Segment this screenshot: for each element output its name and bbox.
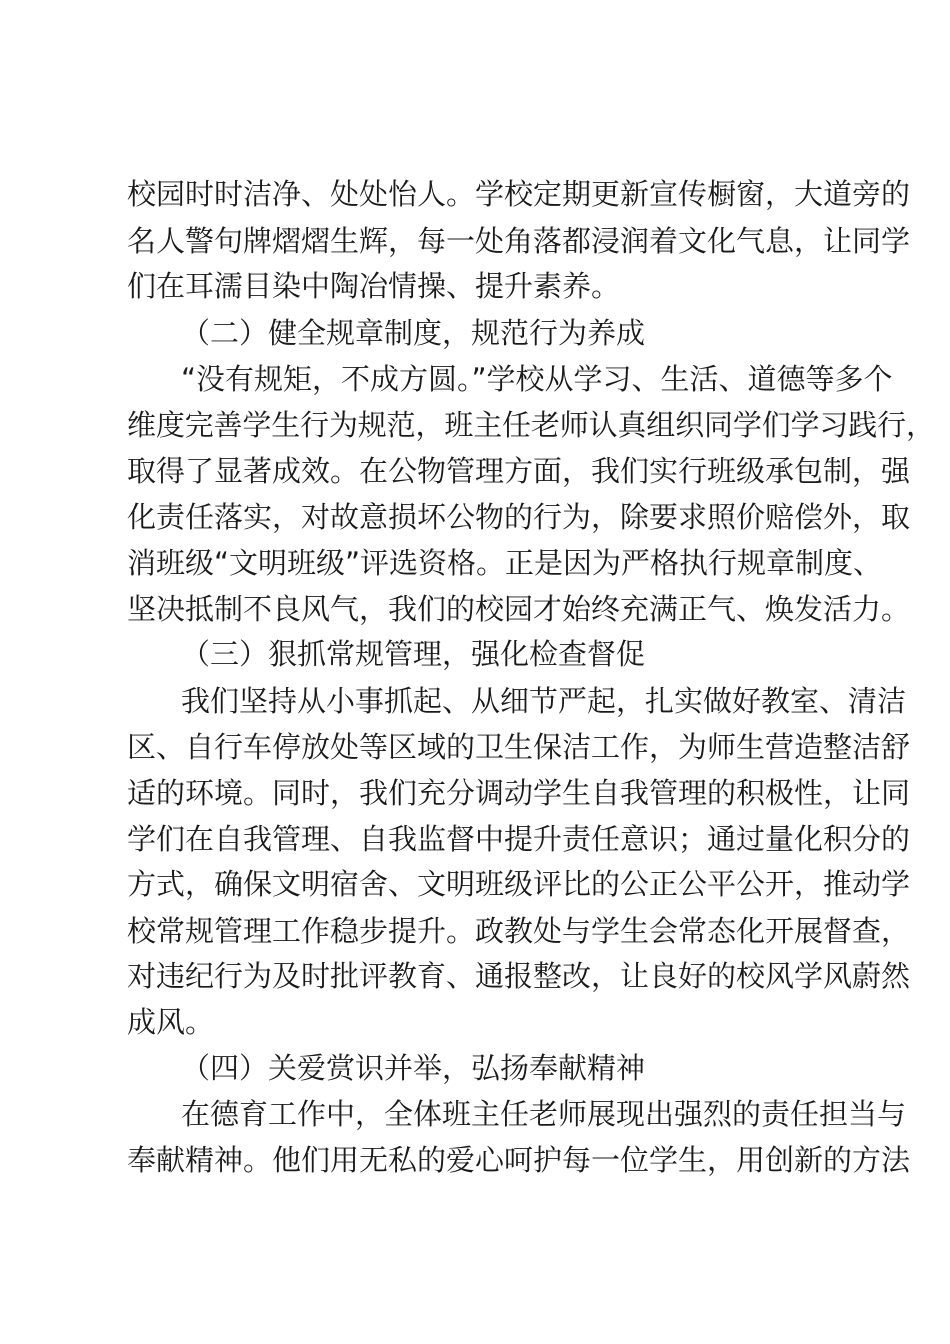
line-text: 在德育工作中，全体班主任老师展现出强烈的责任担当与 — [181, 1097, 907, 1131]
body-text-line — [0, 264, 950, 308]
line-text: 成风。 — [127, 1005, 215, 1039]
line-text: 坚决抵制不良风气，我们的校园才始终充满正气、焕发活力。 — [127, 592, 911, 626]
body-text-line — [0, 909, 950, 953]
line-text: 名人警句牌熠熠生辉，每一处角落都浸润着文化气息，让同学 — [127, 224, 911, 258]
line-text: 适的环境。同时，我们充分调动学生自我管理的积极性，让同 — [127, 776, 911, 810]
section-heading-text: （四）关爱赏识并举，弘扬奉献精神 — [181, 1051, 646, 1085]
body-text-line — [0, 1000, 950, 1044]
section-heading-text: （二）健全规章制度，规范行为养成 — [181, 316, 646, 350]
section-heading — [0, 1046, 950, 1090]
body-text-line — [0, 587, 950, 631]
body-text-line — [0, 862, 950, 906]
body-text-line — [0, 1092, 950, 1136]
body-text-line — [0, 1138, 950, 1182]
line-text: 学们在自我管理、自我监督中提升责任意识；通过量化积分的 — [127, 822, 911, 856]
body-text-line — [0, 449, 950, 493]
body-text-line — [0, 403, 950, 447]
body-text-line — [0, 817, 950, 861]
body-text-line — [0, 495, 950, 539]
body-text-line — [0, 541, 950, 585]
line-text: 校常规管理工作稳步提升。政教处与学生会常态化开展督查， — [127, 914, 911, 948]
section-heading — [0, 632, 950, 676]
line-text: 奉献精神。他们用无私的爱心呵护每一位学生，用创新的方法 — [127, 1143, 911, 1177]
body-text-line — [0, 172, 950, 216]
line-text: 方式，确保文明宿舍、文明班级评比的公正公平公开，推动学 — [127, 867, 911, 901]
line-text: 取得了显著成效。在公物管理方面，我们实行班级承包制，强 — [127, 454, 911, 488]
line-text: “没有规矩，不成方圆。”学校从学习、生活、道德等多个 — [181, 362, 893, 396]
line-text: 我们坚持从小事抓起、从细节严起，扎实做好教室、清洁 — [181, 684, 907, 718]
body-text-line — [0, 954, 950, 998]
section-heading-text: （三）狠抓常规管理，强化检查督促 — [181, 637, 646, 671]
section-heading — [0, 311, 950, 355]
line-text: 区、自行车停放处等区域的卫生保洁工作，为师生营造整洁舒 — [127, 730, 911, 764]
body-text-line — [0, 725, 950, 769]
line-text: 们在耳濡目染中陶冶情操、提升素养。 — [127, 269, 621, 303]
body-text-line — [0, 219, 950, 263]
line-text: 维度完善学生行为规范，班主任老师认真组织同学们学习践行， — [127, 408, 935, 442]
line-text: 对违纪行为及时批评教育、通报整改，让良好的校风学风蔚然 — [127, 959, 911, 993]
line-text: 校园时时洁净、处处怡人。学校定期更新宣传橱窗，大道旁的 — [127, 177, 911, 211]
line-text: 化责任落实，对故意损坏公物的行为，除要求照价赔偿外，取 — [127, 500, 911, 534]
body-text-line — [0, 357, 950, 401]
body-text-line — [0, 771, 950, 815]
line-text: 消班级“文明班级”评选资格。正是因为严格执行规章制度、 — [127, 546, 883, 580]
body-text-line — [0, 679, 950, 723]
